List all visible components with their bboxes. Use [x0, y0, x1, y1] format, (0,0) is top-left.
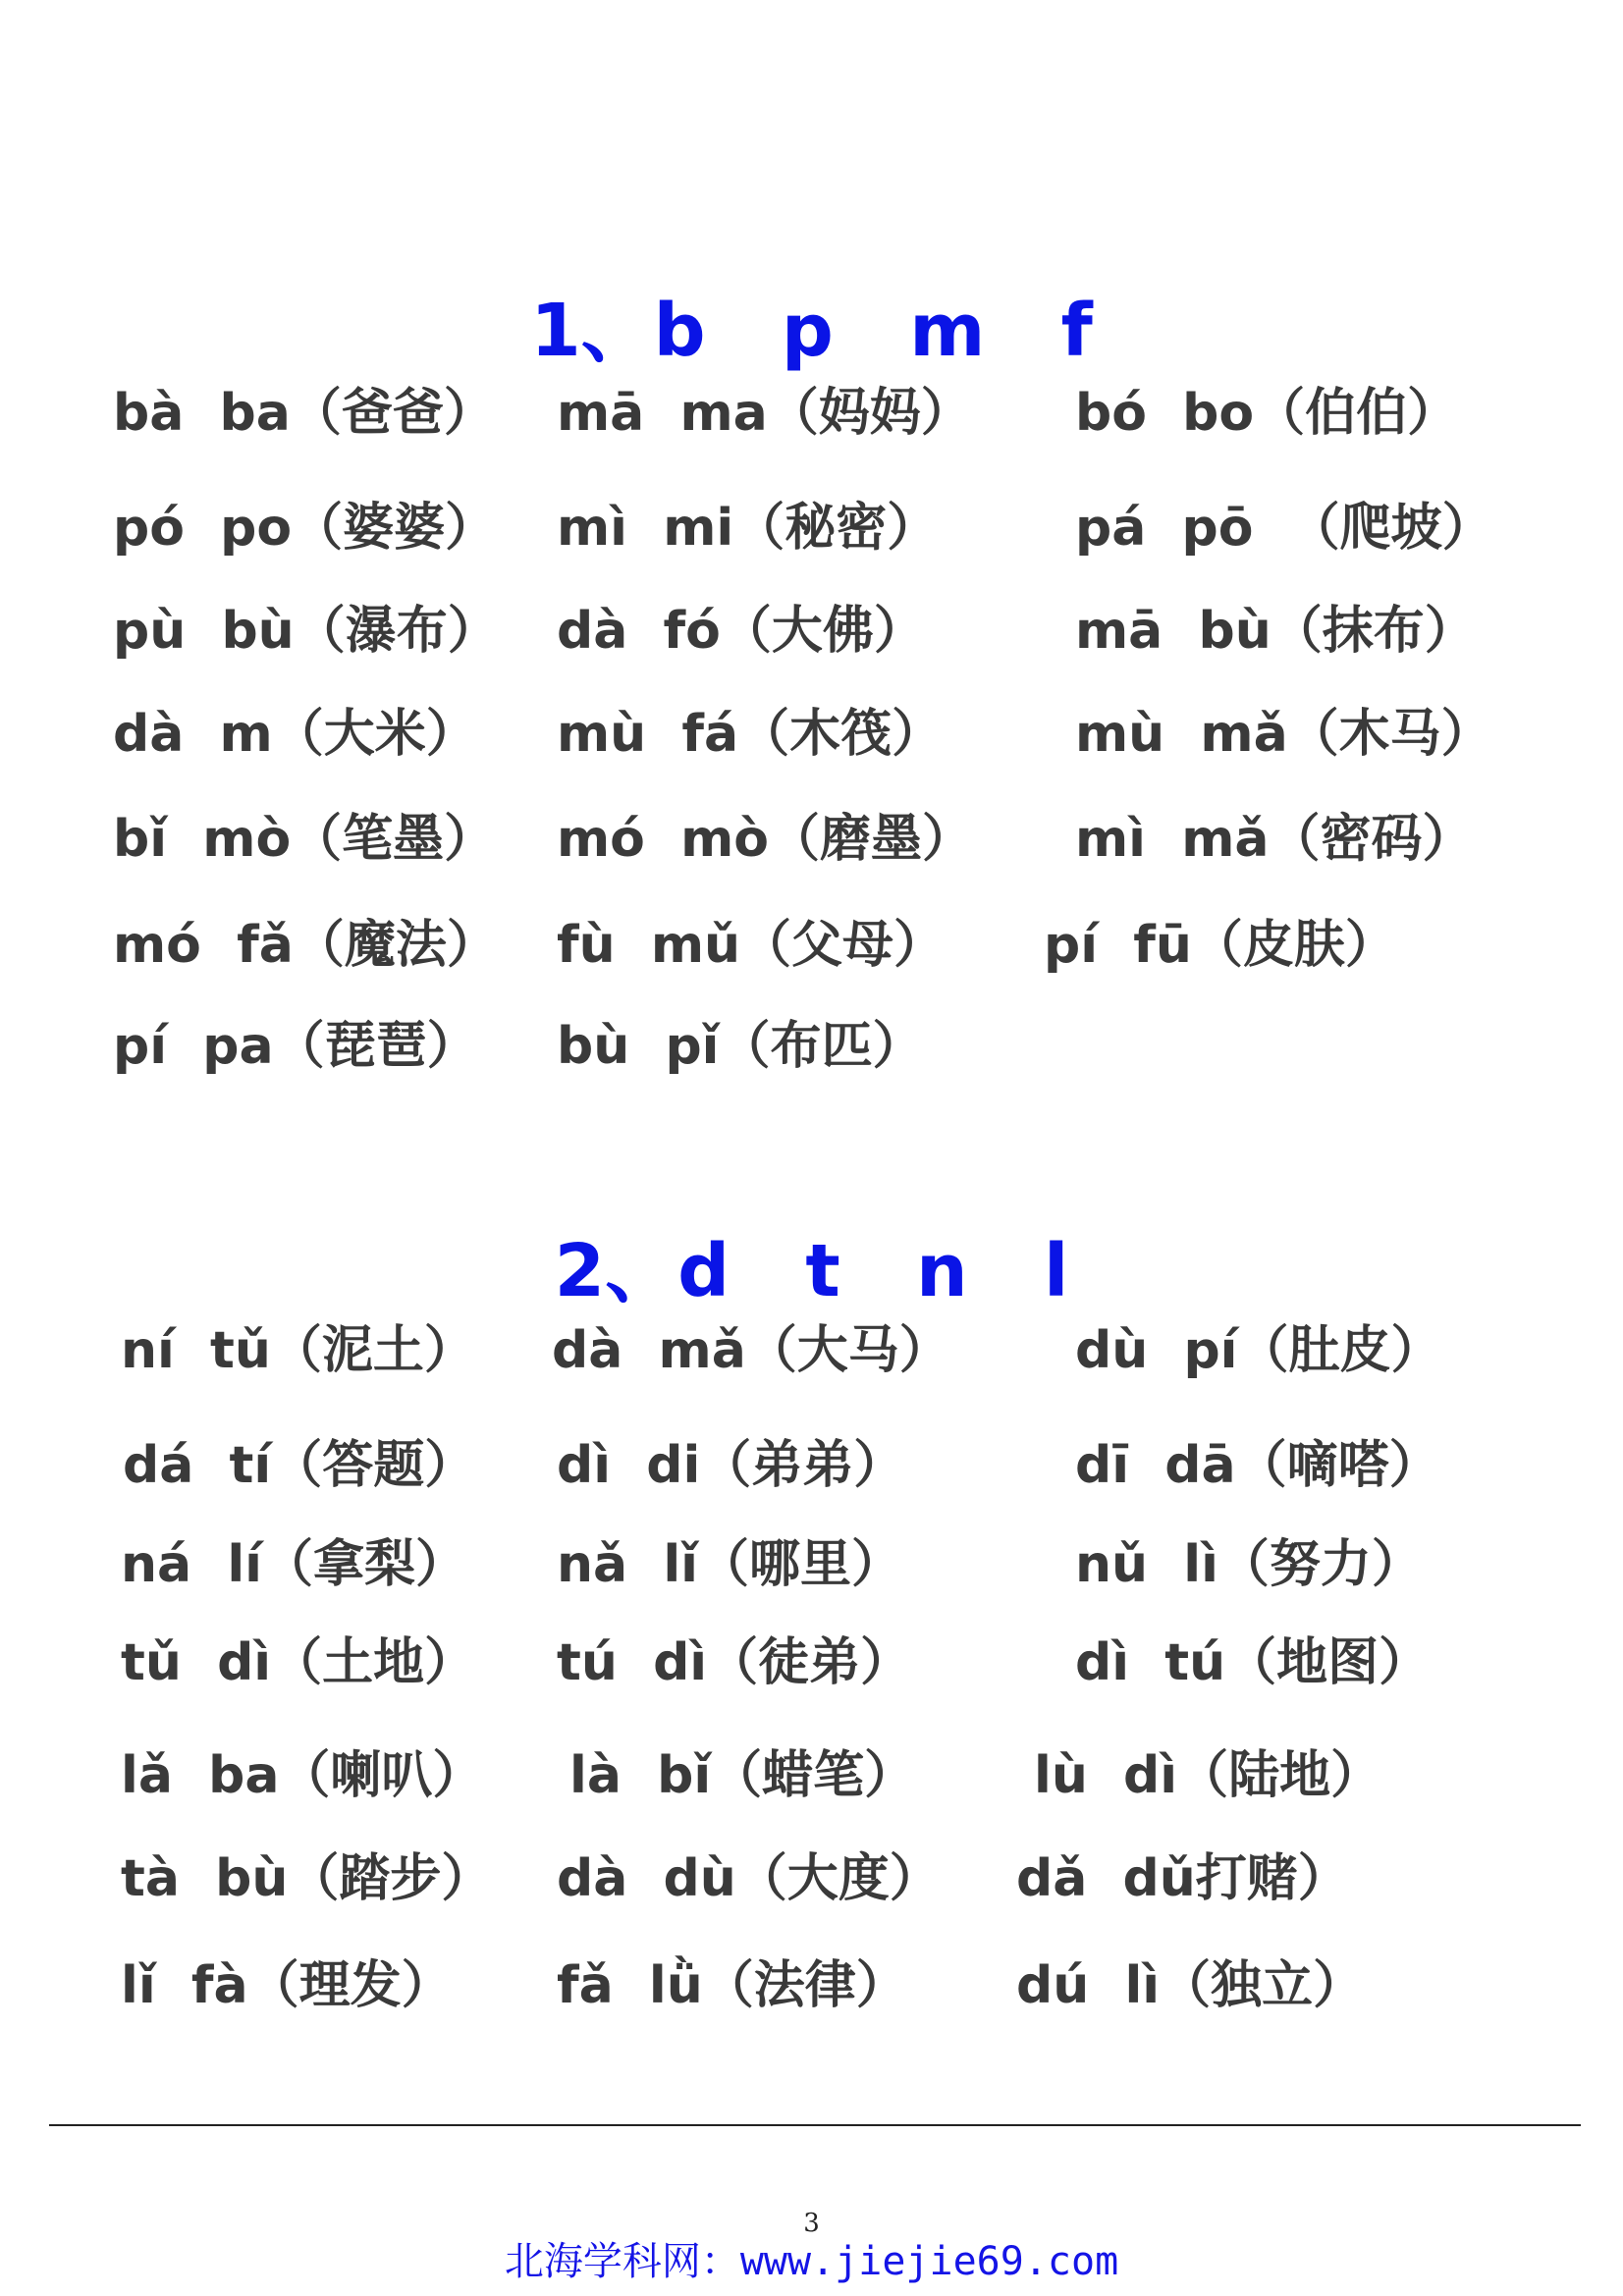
- footer-site-text: 北海学科网：www.jiejie69.com: [504, 2239, 1119, 2284]
- word-item: pá pō （爬坡）: [1075, 499, 1493, 558]
- word-item: dì tú（地图）: [1075, 1633, 1431, 1692]
- word-item: bó bo（伯伯）: [1075, 384, 1459, 443]
- word-item: ná lí（拿梨）: [121, 1535, 466, 1594]
- footer-divider: [49, 2124, 1581, 2126]
- word-item: pí fū（皮肤）: [1044, 916, 1396, 975]
- section-2-title: 2、d t n l: [554, 1229, 1069, 1313]
- word-item: nǎ lǐ（哪里）: [557, 1535, 902, 1594]
- section-1-title: 1、b p m f: [530, 289, 1093, 373]
- word-item: lǐ fà（理发）: [121, 1956, 453, 2015]
- word-item: tú dì（徒弟）: [557, 1633, 912, 1692]
- word-item: dà dù（大度）: [557, 1849, 941, 1908]
- word-item: ní tǔ（泥土）: [121, 1321, 475, 1380]
- word-item: dǎ dǔ打赌）: [1016, 1849, 1349, 1908]
- word-item: dù pí（肚皮）: [1075, 1321, 1442, 1380]
- word-item: mó mò（磨墨）: [557, 810, 974, 869]
- word-item: mā bù（抹布）: [1075, 602, 1476, 661]
- word-item: mù fá（木筏）: [557, 705, 944, 764]
- word-item: nǔ lì（努力）: [1075, 1535, 1423, 1594]
- word-item: dá tí（答题）: [123, 1436, 476, 1495]
- word-item: lǎ ba（喇叭）: [121, 1746, 484, 1805]
- word-item: mā ma（妈妈）: [557, 384, 972, 443]
- word-item: dī dā（嘀嗒）: [1075, 1436, 1440, 1495]
- word-item: fù mǔ（父母）: [557, 916, 946, 975]
- word-item: tǔ dì（土地）: [121, 1633, 476, 1692]
- word-item: pí pa（琵琶）: [113, 1017, 478, 1076]
- word-item: fǎ lǜ（法律）: [557, 1956, 907, 2015]
- word-item: lù dì（陆地）: [1034, 1746, 1382, 1805]
- word-item: dà mǎ（大马）: [552, 1321, 950, 1380]
- word-item: pù bù（瀑布）: [113, 602, 499, 661]
- word-item: mó fǎ（魔法）: [113, 916, 498, 975]
- word-item: dú lì（独立）: [1016, 1956, 1365, 2015]
- word-item: dà m（大米）: [113, 705, 477, 764]
- word-item: mì mi（秘密）: [557, 499, 939, 558]
- word-item: dà fó（大佛）: [557, 602, 925, 661]
- word-item: mì mǎ（密码）: [1075, 810, 1474, 869]
- word-item: tà bù（踏步）: [121, 1849, 493, 1908]
- word-item: bǐ mò（笔墨）: [113, 810, 496, 869]
- word-item: là bǐ（蜡笔）: [569, 1746, 916, 1805]
- word-item: mù mǎ（木马）: [1075, 705, 1492, 764]
- word-item: dì di（弟弟）: [557, 1436, 905, 1495]
- page-number: 3: [803, 2209, 820, 2238]
- word-item: bù pǐ（布匹）: [557, 1017, 924, 1076]
- word-item: pó po（婆婆）: [113, 499, 497, 558]
- word-item: bà ba（爸爸）: [113, 384, 495, 443]
